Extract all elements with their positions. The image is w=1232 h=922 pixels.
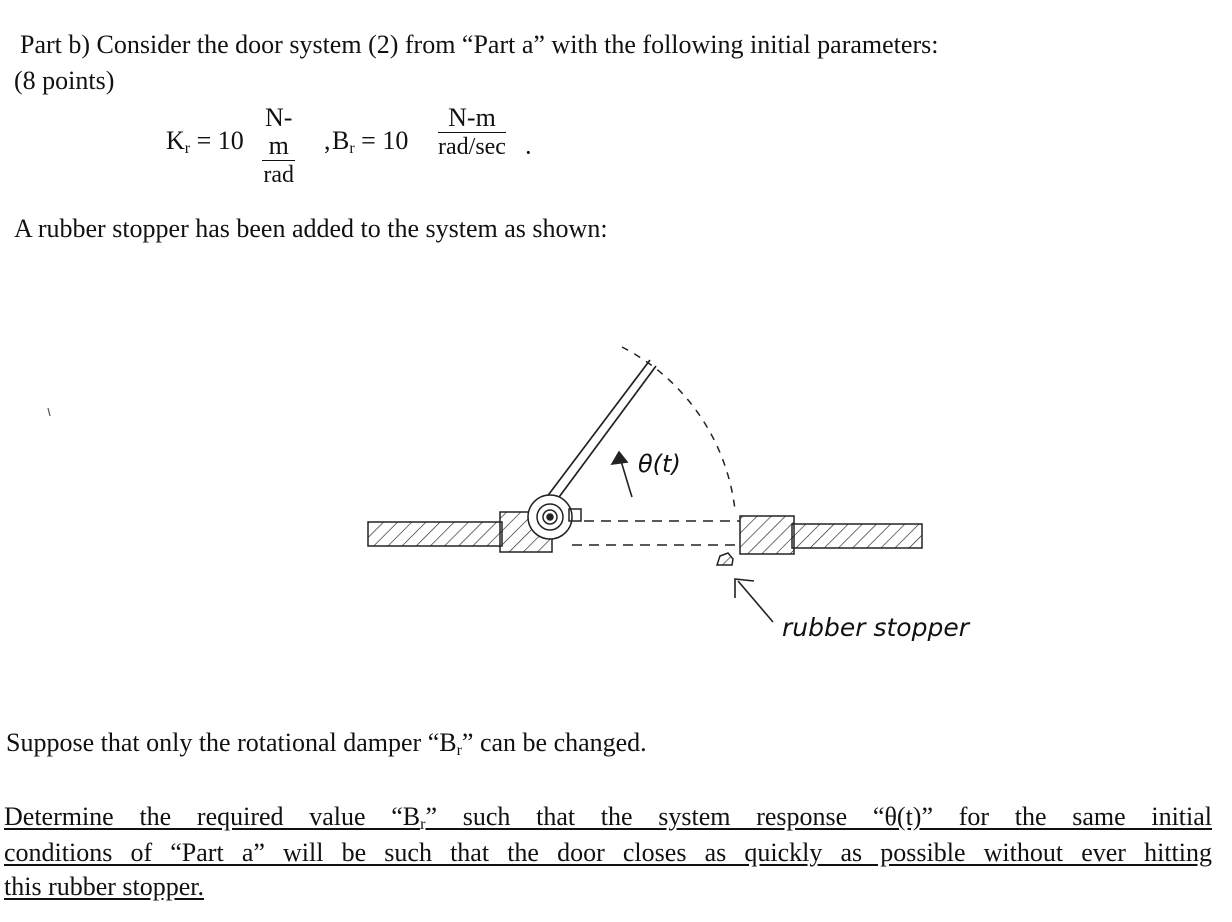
right-wall [740,516,922,554]
points-label: (8 points) [14,66,115,95]
problem-intro: Part b) Consider the door system (2) from “Part a” with the following initial parameters: [20,30,939,59]
k-units-fraction: N-m rad [263,103,295,188]
stopper-intro: A rubber stopper has been added to the system as shown: [14,214,608,243]
stopper-pointer-arrow-icon [735,579,773,622]
task-line-3: this rubber stopper. [4,872,205,901]
b-units-fraction: N-m rad/sec [438,103,506,160]
theta-arrow-icon [612,452,632,497]
swing-arc [622,347,735,510]
task-line-2: conditions of “Part a” will be such that the door closes as quickly as possible without ever hitting [4,838,1212,867]
left-wall [368,512,552,552]
damper-statement: Suppose that only the rotational damper “$B_r$” can be changed. [6,728,647,759]
door-leaf [540,360,656,512]
theta-label: θ(t) [638,450,681,478]
b-symbol: $B_r = 10$ [332,126,409,157]
rubber-stopper-icon [717,553,733,565]
task-line-1: Determine the required value “$B_r$” such that the system response “θ(t)” for the same initial [4,802,1212,833]
closed-door-outline [572,521,740,545]
k-symbol: $K_r = 10$ [166,126,244,157]
formula-end: · [524,138,533,167]
hinge-spring-icon [528,495,581,539]
stray-mark [48,408,50,416]
stopper-label: rubber stopper [782,613,969,642]
separator-comma: , [324,126,331,155]
